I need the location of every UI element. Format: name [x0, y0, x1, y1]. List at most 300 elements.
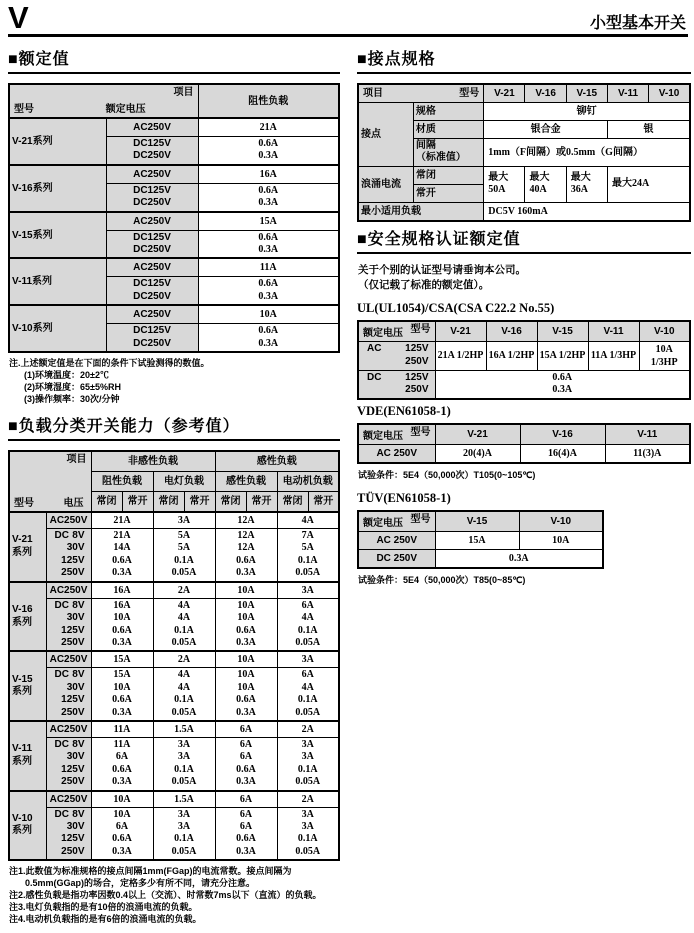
load-value-cell — [277, 529, 339, 582]
load-value-cell: 6A — [215, 791, 277, 808]
stacked-line: V-21 — [12, 534, 33, 546]
stacked-line: 0.05A — [171, 567, 197, 579]
contact-row-label — [413, 139, 483, 167]
stacked-line: 10A — [237, 669, 255, 681]
rated-value-cell — [198, 137, 339, 165]
load-value-cell: 10A — [215, 582, 277, 599]
page-subtitle: 小型基本开关 — [589, 15, 686, 33]
load-value-cell — [153, 807, 215, 860]
rated-value-cell — [198, 324, 339, 352]
safety-intro-line: 关于个别的认证型号请垂询本公司。 — [358, 263, 526, 276]
ul-header-row — [358, 321, 690, 342]
stacked-line: 10A — [113, 612, 131, 624]
rated-value-cell: 16A — [198, 165, 339, 184]
stacked-line: 0.05A — [171, 636, 197, 648]
note-line: 注4.电动机负载指的是有6倍的浪涌电流的负载。 — [9, 914, 202, 925]
rated-value-cell: 11A — [198, 258, 339, 277]
stacked-line: 0.3A — [258, 244, 279, 256]
tuv-table — [357, 510, 604, 569]
stacked-line: 4A — [177, 612, 191, 624]
load-capability-title: ■负载分类开关能力（参考值） — [8, 413, 340, 441]
stacked-line: 0.05A — [295, 845, 321, 857]
stacked-line: 0.3A — [112, 567, 132, 579]
load-voltage-cell — [46, 807, 91, 860]
stacked-line: 3A — [301, 808, 314, 820]
load-value-cell: 2A — [153, 582, 215, 599]
load-value-cell — [215, 598, 277, 651]
stacked-line: 4A — [177, 681, 191, 693]
stacked-line: V-10 — [12, 812, 33, 824]
contact-spec-section — [357, 46, 691, 222]
load-value-cell — [153, 737, 215, 790]
series-logo: V — [8, 0, 30, 35]
rated-values-section — [8, 46, 340, 405]
volt-line: 250V — [405, 384, 429, 396]
stacked-line: 0.05A — [295, 567, 321, 579]
rated-voltage-cell: AC250V — [106, 212, 198, 231]
corner-label: 额定电压 — [105, 104, 146, 115]
tuv-model-header: V-10 — [519, 511, 603, 532]
load-voltage-cell — [46, 737, 91, 790]
ul-value-cell: 15A 1/2HP — [537, 341, 588, 370]
load-group-row — [9, 807, 339, 860]
stacked-line: DC250V — [133, 197, 171, 209]
stacked-line: 0.3A — [258, 197, 279, 209]
note-line: (1)环境温度：20±2℃ — [24, 370, 109, 381]
vde-model-header: V-11 — [605, 424, 690, 445]
load-value-cell: 10A — [215, 651, 277, 668]
load-value-cell: 6A — [215, 721, 277, 738]
corner-label: 额定电压 — [363, 430, 403, 442]
load-value-cell — [91, 737, 153, 790]
volt-value: 8V — [72, 738, 85, 750]
note-line: 注3.电灯负载指的是有10倍的浪涌电流的负载。 — [9, 902, 198, 913]
volt-line: 30V — [66, 612, 85, 624]
load-value-cell — [91, 529, 153, 582]
vde-caption: VDE(EN61058-1) — [357, 403, 451, 418]
load-nc-header: 常闭 — [277, 492, 308, 513]
stacked-line: 0.6A — [112, 624, 132, 636]
stacked-line: 0.1A — [297, 694, 318, 706]
volt-line: 30V — [66, 681, 85, 693]
rated-value-cell — [198, 183, 339, 211]
load-nc-header: 常闭 — [91, 492, 122, 513]
volt-value: 8V — [72, 669, 85, 681]
note-line: 注.上述额定值是在下面的条件下试验测得的数值。 — [9, 358, 210, 369]
contact-spec-title: ■接点规格 — [357, 46, 691, 74]
stacked-line: 0.1A — [174, 554, 194, 566]
stacked-line: 间隔 — [415, 140, 436, 151]
stacked-line: 0.3A — [236, 845, 256, 857]
load-voltage-cell: AC250V — [46, 791, 91, 808]
load-value-cell — [277, 807, 339, 860]
stacked-line: 0.6A — [112, 833, 132, 845]
load-voltage-cell: AC250V — [46, 582, 91, 599]
stacked-line: 3A — [177, 751, 191, 763]
vde-corner-cell — [358, 424, 435, 445]
stacked-line: 0.6A — [112, 694, 132, 706]
stacked-line: DC125V — [133, 231, 171, 243]
vde-value-cell: 16(4)A — [520, 444, 605, 463]
volt-line: 30V — [66, 751, 85, 763]
stacked-line: 14A — [113, 542, 131, 554]
stacked-line: 7A — [301, 530, 314, 542]
ul-value-cell: 16A 1/2HP — [486, 341, 537, 370]
rated-value-cell — [198, 277, 339, 305]
load-value-cell — [153, 598, 215, 651]
rated-model-cell: V-10系列 — [9, 305, 106, 352]
load-model-cell — [9, 651, 46, 721]
load-group-row — [9, 791, 339, 808]
contact-surge-cell — [525, 166, 566, 202]
ul-model-header: V-15 — [537, 321, 588, 342]
stacked-line: （标准值） — [415, 152, 466, 164]
tuv-corner-cell — [358, 511, 435, 532]
stacked-line: 3A — [301, 738, 314, 750]
load-voltage-cell — [46, 668, 91, 721]
stacked-line: 0.05A — [171, 776, 197, 788]
stacked-line: 36A — [570, 184, 588, 196]
note-line: (2)环境湿度：65±5%RH — [24, 382, 121, 393]
volt-line: 125V — [61, 694, 85, 706]
stacked-line: 0.3A — [236, 706, 256, 718]
vde-model-header: V-21 — [435, 424, 520, 445]
vde-header-row — [358, 424, 690, 445]
stacked-line: 10A — [113, 681, 131, 693]
stacked-line: DC250V — [133, 337, 171, 349]
stacked-line: 6A — [301, 669, 314, 681]
note-line: 注2.感性负载是指功率因数0.4以上（交流）、时常数7ms以下（直流）的负载。 — [9, 890, 322, 901]
load-subcol-header: 感性负载 — [215, 472, 277, 492]
safety-intro — [358, 263, 691, 293]
load-value-cell: 1.5A — [153, 791, 215, 808]
stacked-line: 4A — [177, 669, 191, 681]
stacked-line: 0.3A — [112, 706, 132, 718]
tuv-value-cell: 15A — [435, 531, 519, 549]
stacked-line: 5A — [177, 542, 191, 554]
contact-row-label: 常闭 — [413, 166, 483, 184]
load-group-header: 非感性负载 — [91, 451, 215, 472]
ul-csa-table — [357, 320, 691, 400]
corner-label: 型号 — [410, 426, 431, 438]
contact-surge-cell — [566, 166, 607, 202]
contact-spec-table — [357, 83, 691, 222]
rated-voltage-cell: AC250V — [106, 118, 198, 137]
stacked-line: 0.6A — [112, 554, 132, 566]
corner-label: 项目 — [363, 88, 383, 99]
vde-table — [357, 423, 691, 464]
page-banner — [8, 2, 688, 37]
tuv-row — [358, 531, 603, 549]
stacked-line: 3A — [301, 820, 314, 832]
rated-values-table — [8, 83, 340, 353]
stacked-line: 0.3A — [258, 150, 279, 162]
volt-line — [49, 669, 89, 681]
vde-row — [358, 444, 690, 463]
stacked-line: 0.6A — [236, 763, 256, 775]
rated-voltage-cell — [106, 277, 198, 305]
ul-csa-caption: UL(UL1054)/CSA(CSA C22.2 No.55) — [357, 300, 555, 315]
stacked-line: 0.1A — [297, 833, 318, 845]
corner-label: 型号 — [14, 104, 34, 115]
corner-label: 型号 — [14, 498, 34, 510]
stacked-line: 0.05A — [295, 636, 321, 648]
tuv-model-header: V-15 — [435, 511, 519, 532]
volt-value: 8V — [72, 808, 85, 820]
load-group-row — [9, 598, 339, 651]
contact-header-row — [358, 84, 690, 103]
tuv-value-cell: 0.3A — [435, 549, 603, 568]
volt-line: 250V — [61, 636, 85, 648]
rated-group-row — [9, 258, 339, 277]
stacked-line: 0.1A — [297, 554, 318, 566]
stacked-line: 0.3A — [258, 337, 279, 349]
stacked-line: 0.3A — [112, 636, 132, 648]
tuv-header-row — [358, 511, 603, 532]
load-no-header: 常开 — [184, 492, 215, 513]
rated-voltage-cell — [106, 230, 198, 258]
stacked-line: 10A — [113, 808, 131, 820]
stacked-line: 0.05A — [171, 706, 197, 718]
stacked-line: 0.3A — [112, 776, 132, 788]
stacked-line: 最大24A — [611, 178, 650, 190]
load-group-row — [9, 529, 339, 582]
stacked-line: 6A — [239, 808, 253, 820]
rated-voltage-cell: AC250V — [106, 258, 198, 277]
load-group-row — [9, 737, 339, 790]
stacked-line: 最大 — [488, 171, 509, 183]
contact-row-label: 规格 — [413, 103, 483, 121]
stacked-line: DC125V — [133, 138, 171, 149]
stacked-line: 系列 — [12, 616, 32, 628]
stacked-line: 0.6A — [236, 624, 256, 636]
stacked-line: 0.3A — [258, 290, 279, 302]
stacked-line: 0.3A — [236, 567, 256, 579]
stacked-line: DC125V — [133, 325, 171, 337]
right-column — [357, 44, 691, 933]
load-value-cell: 1.5A — [153, 721, 215, 738]
rated-model-cell: V-21系列 — [9, 118, 106, 165]
vde-voltage-cell: AC 250V — [358, 444, 435, 463]
rated-group-row — [9, 118, 339, 137]
volt-line: 250V — [61, 567, 85, 579]
load-voltage-cell: AC250V — [46, 512, 91, 529]
contact-value-cell: DC5V 160mA — [484, 202, 690, 221]
stacked-line: DC250V — [133, 290, 171, 302]
volt-prefix: DC — [54, 669, 69, 681]
stacked-line: DC125V — [133, 184, 171, 196]
corner-label: 型号 — [459, 88, 480, 99]
stacked-line: 3A — [177, 808, 191, 820]
stacked-line: 5A — [301, 542, 314, 554]
load-value-cell — [215, 807, 277, 860]
contact-surge-cell — [484, 166, 525, 202]
corner-label: 电压 — [63, 498, 84, 510]
load-value-cell — [153, 529, 215, 582]
load-no-header: 常开 — [308, 492, 339, 513]
contact-row — [358, 202, 690, 221]
stacked-line: 6A — [115, 751, 129, 763]
load-subcol-header: 电灯负载 — [153, 472, 215, 492]
stacked-line: 50A — [488, 184, 506, 196]
load-voltage-cell — [46, 598, 91, 651]
load-value-cell — [215, 737, 277, 790]
stacked-line: 0.6A — [258, 184, 279, 196]
rated-model-cell: V-11系列 — [9, 258, 106, 305]
stacked-line: 4A — [177, 599, 191, 611]
ul-value-cell: 10A 1/3HP — [639, 341, 690, 370]
ul-row — [358, 341, 690, 370]
load-nc-header: 常闭 — [153, 492, 184, 513]
load-group-row — [9, 668, 339, 721]
stacked-line: 0.1A — [174, 694, 194, 706]
load-value-cell: 4A — [277, 512, 339, 529]
rated-value-cell: 10A — [198, 305, 339, 324]
load-value-cell — [277, 598, 339, 651]
stacked-line: 0.1A — [174, 763, 194, 775]
stacked-line: 0.6A — [236, 554, 256, 566]
ul-value-cell: 21A 1/2HP — [435, 341, 486, 370]
ul-voltage-cell — [358, 341, 435, 370]
volt-prefix: DC — [367, 371, 382, 383]
volt-line: 30V — [66, 542, 85, 554]
ul-model-header: V-11 — [588, 321, 639, 342]
stacked-line: 0.6A — [258, 138, 279, 149]
left-column — [8, 44, 340, 933]
load-value-cell — [277, 668, 339, 721]
stacked-line: V-11 — [12, 743, 33, 755]
vde-test-condition: 试验条件：5E4（50,000次）T105(0~105℃) — [358, 469, 536, 480]
stacked-line: 12A — [237, 530, 255, 542]
load-voltage-cell: AC250V — [46, 651, 91, 668]
stacked-line: 0.3A — [112, 845, 132, 857]
load-model-cell — [9, 582, 46, 652]
load-model-cell — [9, 512, 46, 582]
volt-line: 125V — [61, 554, 85, 566]
corner-flex — [361, 87, 481, 100]
load-value-cell: 3A — [153, 512, 215, 529]
stacked-line: 0.1A — [174, 833, 194, 845]
load-no-header: 常开 — [246, 492, 277, 513]
load-group-row — [9, 651, 339, 668]
ul-model-header: V-16 — [486, 321, 537, 342]
stacked-line: 0.3A — [236, 776, 256, 788]
stacked-line: 10A — [237, 612, 255, 624]
tuv-voltage-cell: DC 250V — [358, 549, 435, 568]
tuv-test-condition: 试验条件：5E4（50,000次）T85(0~85℃) — [358, 574, 526, 585]
load-value-cell: 3A — [277, 582, 339, 599]
load-group-row — [9, 582, 339, 599]
contact-surge-cell — [607, 166, 690, 202]
load-value-cell: 15A — [91, 651, 153, 668]
load-header-row — [9, 451, 339, 472]
corner-label: 型号 — [410, 323, 431, 335]
tuv-voltage-cell: AC 250V — [358, 531, 435, 549]
stacked-line: 3A — [301, 751, 314, 763]
stacked-line: 4A — [301, 681, 314, 693]
stacked-line: 最大 — [570, 171, 591, 183]
stacked-line: 0.05A — [295, 706, 321, 718]
stacked-line: 4A — [301, 612, 314, 624]
contact-value-cell: 银 — [607, 121, 690, 139]
stacked-line: 6A — [301, 599, 314, 611]
stacked-line: 系列 — [12, 546, 32, 558]
load-model-cell — [9, 791, 46, 861]
stacked-line: 最大 — [529, 171, 550, 183]
volt-value: 8V — [72, 530, 85, 542]
content-columns — [8, 44, 688, 933]
volt-line: 30V — [66, 820, 85, 832]
rated-values-notes — [9, 357, 340, 405]
load-value-cell — [91, 807, 153, 860]
rated-value-cell: 15A — [198, 212, 339, 231]
stacked-line: 0.1A — [297, 763, 318, 775]
stacked-line: 0.05A — [171, 845, 197, 857]
load-value-cell: 21A — [91, 512, 153, 529]
volt-line — [361, 372, 433, 384]
rated-voltage-cell — [106, 324, 198, 352]
stacked-line: 16A — [113, 599, 131, 611]
stacked-line: 系列 — [12, 686, 32, 698]
stacked-line: V-16 — [12, 604, 33, 616]
corner-label: 型号 — [410, 513, 431, 525]
vde-value-cell: 11(3)A — [605, 444, 690, 463]
stacked-line: 21A — [113, 530, 131, 542]
load-group-row — [9, 721, 339, 738]
stacked-line: 0.05A — [295, 776, 321, 788]
stacked-line: 11A — [113, 738, 131, 750]
stacked-line: 0.6A — [258, 278, 279, 290]
rated-corner-cell — [9, 84, 198, 118]
load-group-header: 感性负载 — [215, 451, 339, 472]
load-subcol-header: 电动机负载 — [277, 472, 339, 492]
stacked-line: 6A — [239, 820, 253, 832]
ul-model-header: V-10 — [639, 321, 690, 342]
stacked-line: 系列 — [12, 755, 32, 767]
vde-model-header: V-16 — [520, 424, 605, 445]
stacked-line: 10A — [237, 681, 255, 693]
load-value-cell — [153, 668, 215, 721]
stacked-line: 6A — [115, 820, 129, 832]
stacked-line: DC250V — [133, 244, 171, 256]
volt-prefix: DC — [54, 599, 69, 611]
safety-intro-line: （仅记载了标准的额定值）。 — [358, 278, 490, 291]
stacked-line: 40A — [529, 184, 547, 196]
volt-prefix: AC — [367, 343, 382, 355]
stacked-line: 0.6A — [258, 325, 279, 337]
load-value-cell — [215, 668, 277, 721]
contact-value-cell: 铆钉 — [484, 103, 690, 121]
volt-line — [49, 739, 89, 751]
rated-group-row — [9, 305, 339, 324]
volt-line: 250V — [61, 706, 85, 718]
ul-row — [358, 370, 690, 398]
load-value-cell: 16A — [91, 582, 153, 599]
stacked-line: DC125V — [133, 278, 171, 290]
stacked-line: 3A — [177, 820, 191, 832]
ul-value-cell — [435, 370, 690, 398]
ul-voltage-cell — [358, 370, 435, 398]
volt-value: 125V — [405, 371, 429, 383]
stacked-line: 系列 — [12, 825, 32, 837]
contact-value-cell: 1mm（F间隔）或0.5mm（G间隔） — [484, 139, 690, 167]
stacked-line: 0.6A — [112, 763, 132, 775]
load-capability-notes — [9, 865, 340, 925]
load-voltage-cell: AC250V — [46, 721, 91, 738]
contact-model-header: V-16 — [525, 84, 566, 103]
load-voltage-cell — [46, 529, 91, 582]
load-value-cell — [215, 529, 277, 582]
